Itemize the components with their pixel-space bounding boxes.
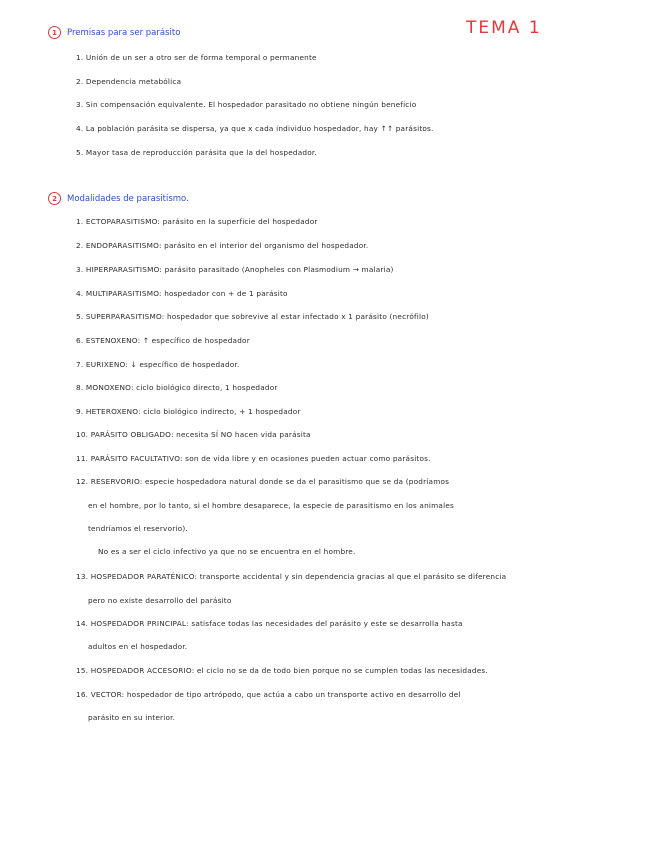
- section-1-item: 3. Sin compensación equivalente. El hospedador parasitado no obtiene ningún beneficio: [76, 100, 417, 109]
- section-2-item: 12. RESERVORIO: especie hospedadora natural donde se da el parasitismo que se da (podríamos: [76, 477, 450, 486]
- section-2-item: 15. HOSPEDADOR ACCESORIO: el ciclo no se da de todo bien porque no se cumplen todas las necesidades.: [76, 666, 488, 675]
- section-1-item: 2. Dependencia metabólica: [76, 77, 182, 86]
- section-2-item: 11. PARÁSITO FACULTATIVO: son de vida libre y en ocasiones pueden actuar como parásitos.: [76, 454, 431, 463]
- section-2-item: 5. SUPERPARASITISMO: hospedador que sobrevive al estar infectado x 1 parásito (necrófilo): [76, 312, 429, 321]
- section-2-item-note: No es a ser el ciclo infectivo ya que no se encuentra en el hombre.: [98, 547, 356, 556]
- section-2-item: 6. ESTENOXENO: ↑ específico de hospedador: [76, 336, 250, 345]
- section-2-item-cont: en el hombre, por lo tanto, si el hombre desaparece, la especie de parasitismo en los animales: [88, 501, 455, 510]
- tema-title: TEMA 1: [466, 18, 542, 38]
- section-2-item: 9. HETEROXENO: ciclo biológico indirecto, + 1 hospedador: [76, 407, 301, 416]
- section-2-item: 4. MULTIPARASITISMO: hospedador con + de 1 parásito: [76, 289, 288, 298]
- section-2-item: 7. EURIXENO: ↓ específico de hospedador.: [76, 360, 240, 369]
- section-1-heading: [48, 26, 180, 39]
- section-2-title: Modalidades de parasitismo.: [67, 193, 189, 204]
- section-2-item: 8. MONOXENO: ciclo biológico directo, 1 hospedador: [76, 383, 278, 392]
- section-2-heading: [48, 192, 189, 205]
- section-1-item: 5. Mayor tasa de reproducción parásita que la del hospedador.: [76, 148, 317, 157]
- section-1-item: 4. La población parásita se dispersa, ya que x cada individuo hospedador, hay ↑↑ parásitos.: [76, 124, 434, 133]
- section-2-item-cont: adultos en el hospedador.: [88, 642, 188, 651]
- section-2-item: 13. HOSPEDADOR PARATÉNICO: transporte accidental y sin dependencia gracias al que el parásito se diferencia: [76, 572, 507, 581]
- section-2-item: 2. ENDOPARASITISMO: parásito en el interior del organismo del hospedador.: [76, 241, 369, 250]
- section-2-item: 1. ECTOPARASITISMO: parásito en la superficie del hospedador: [76, 217, 318, 226]
- section-2-item: 10. PARÁSITO OBLIGADO: necesita SÍ NO hacen vida parásita: [76, 430, 311, 439]
- section-2-number: 2: [48, 192, 61, 205]
- section-2-item: 16. VECTOR: hospedador de tipo artrópodo, que actúa a cabo un transporte activo en desarrollo del: [76, 690, 461, 699]
- section-2-item-cont: parásito en su interior.: [88, 713, 176, 722]
- section-2-item-cont: tendríamos el reservorio).: [88, 524, 188, 533]
- section-1-title: Premisas para ser parásito: [67, 27, 181, 38]
- section-1-number: 1: [48, 26, 61, 39]
- section-2-item-cont: pero no existe desarrollo del parásito: [88, 596, 232, 605]
- section-2-item: 3. HIPERPARASITISMO: parásito parasitado (Anopheles con Plasmodium → malaria): [76, 265, 394, 274]
- section-1-item: 1. Unión de un ser a otro ser de forma temporal o permanente: [76, 53, 317, 62]
- section-2-item: 14. HOSPEDADOR PRINCIPAL: satisface todas las necesidades del parásito y este se desarrolla hasta: [76, 619, 463, 628]
